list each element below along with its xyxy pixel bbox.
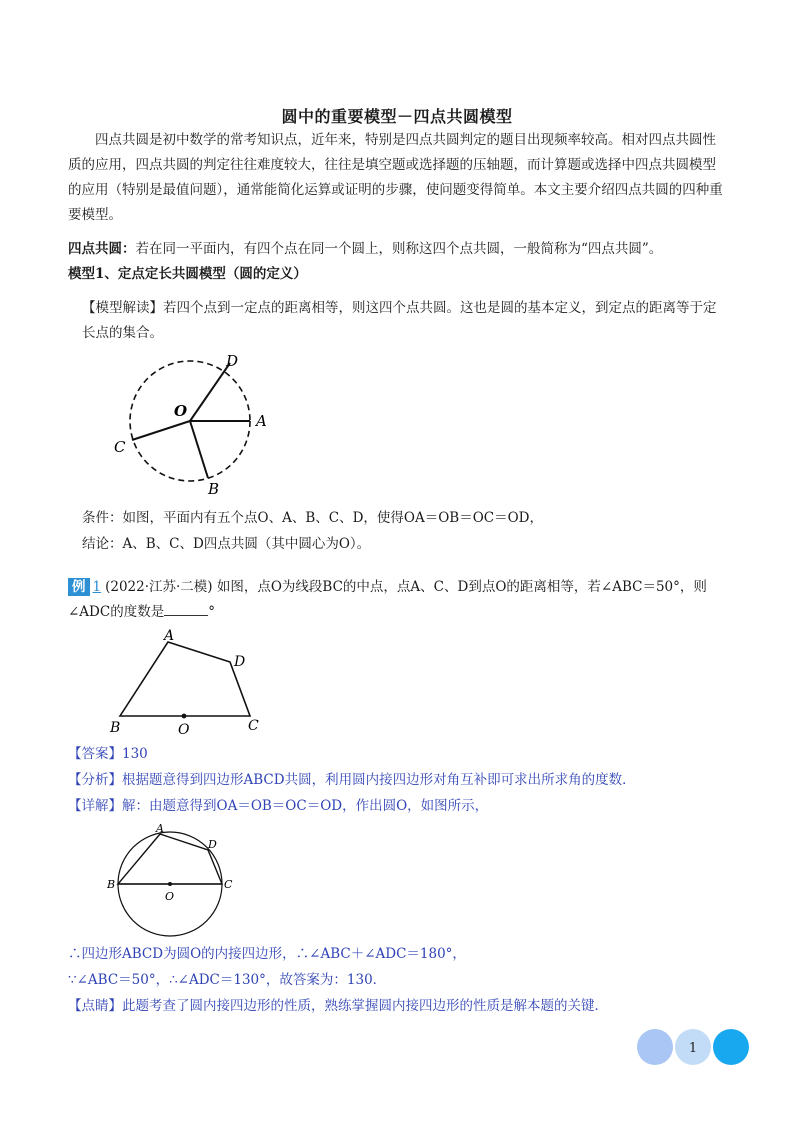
page-number: 1 [688, 1041, 698, 1056]
definition-label: 四点共圆： [68, 241, 136, 257]
example1-question-line2 [68, 600, 728, 625]
quadrilateral-abcd [118, 834, 222, 884]
comment-text: 此题考查了圆内接四边形的性质，熟练掌握圆内接四边形的性质是解本题的关键． [122, 998, 608, 1014]
model1-conclusion: 结论：A、B、C、D四点共圆（其中圆心为O）。 [82, 536, 371, 552]
analysis-text: 根据题意得到四边形ABCD共圆，利用圆内接四边形对角互补即可求出所求角的度数． [122, 772, 636, 788]
intro-paragraph: 四点共圆是初中数学的常考知识点，近年来，特别是四点共圆判定的题目出现频率较高。相对四点共圆性质的应用，四点共圆的判定往往难度较大，往往是填空题或选择题的压轴题，而计算题或选择中四点共圆模型的应用（特别是最值问题），通常能简化运算或证明的步骤，使问题变得简单。本文主要介绍四点共圆的四种重要模型。 [68, 132, 723, 223]
answer-label: 【答案】 [68, 746, 122, 762]
label-c: C [114, 438, 126, 456]
figure-quadrilateral [104, 626, 276, 738]
answer-blank [164, 601, 208, 616]
radius-oc [132, 421, 190, 440]
comment-label: 【点睛】 [68, 998, 122, 1014]
label-o: O [178, 722, 190, 738]
label-b: B [107, 878, 116, 891]
definition-paragraph [68, 237, 728, 262]
label-o: O [174, 402, 188, 420]
comment-line [68, 994, 728, 1019]
decor-circle-left [637, 1029, 673, 1065]
label-a: A [164, 628, 175, 644]
label-c: C [224, 878, 233, 891]
decor-circle-right [713, 1029, 749, 1065]
center-o [168, 882, 172, 886]
answer-line [68, 742, 728, 767]
example-question-b: ∠ADC的度数是 [68, 604, 165, 620]
model1-heading: 模型1、定点定长共圆模型（圆的定义） [68, 266, 307, 282]
quadrilateral-abcd [120, 642, 250, 716]
model1-condition: 条件：如图，平面内有五个点O、A、B、C、D，使得OA＝OB＝OC＝OD， [82, 510, 543, 526]
radius-ob [190, 421, 208, 478]
example-question-a: (2022·江苏·二模) 如图，点O为线段BC的中点，点A、C、D到点O的距离相等，若∠ABC＝50°，则 [105, 579, 707, 595]
detail-line [68, 794, 728, 819]
figure-inscribed-quadrilateral [104, 822, 240, 940]
example-number: 1 [92, 579, 102, 595]
model1-reading-text: 若四个点到一定点的距离相等，则这四个点共圆。这也是圆的基本定义，到定点的距离等于定长点的集合。 [82, 300, 717, 341]
point-o [182, 714, 187, 719]
figure-circle-model [110, 350, 280, 498]
page-title: 圆中的重要模型－四点共圆模型 [281, 107, 513, 126]
label-d: D [234, 654, 246, 670]
definition-text: 若在同一平面内，有四个点在同一个圆上，则称这四个点共圆，一般简称为“四点共圆”。 [135, 241, 663, 257]
label-a: A [156, 822, 164, 835]
radius-od [190, 363, 230, 421]
label-d: D [208, 838, 217, 851]
step1-line: ∴四边形ABCD为圆O的内接四边形，∴∠ABC＋∠ADC＝180°， [68, 946, 466, 962]
analysis-label: 【分析】 [68, 772, 122, 788]
detail-text: 解：由题意得到OA＝OB＝OC＝OD，作出圆O，如图所示， [122, 798, 489, 814]
step2-line: ∵∠ABC＝50°，∴∠ADC＝130°，故答案为：130． [68, 972, 387, 988]
label-a: A [256, 412, 267, 430]
analysis-line [68, 768, 728, 793]
page-number-badge [636, 1028, 750, 1066]
label-d: D [226, 352, 239, 370]
detail-label: 【详解】 [68, 798, 122, 814]
answer-value: 130 [122, 746, 148, 762]
label-b: B [110, 720, 121, 736]
label-c: C [248, 718, 259, 734]
label-b: B [208, 480, 220, 498]
degree-sign: ° [208, 604, 215, 620]
model1-reading [68, 296, 728, 346]
label-o: O [165, 890, 175, 903]
example1-question [68, 575, 728, 600]
model1-reading-label: 【模型解读】 [82, 300, 163, 316]
example-label: 例 [68, 578, 90, 596]
